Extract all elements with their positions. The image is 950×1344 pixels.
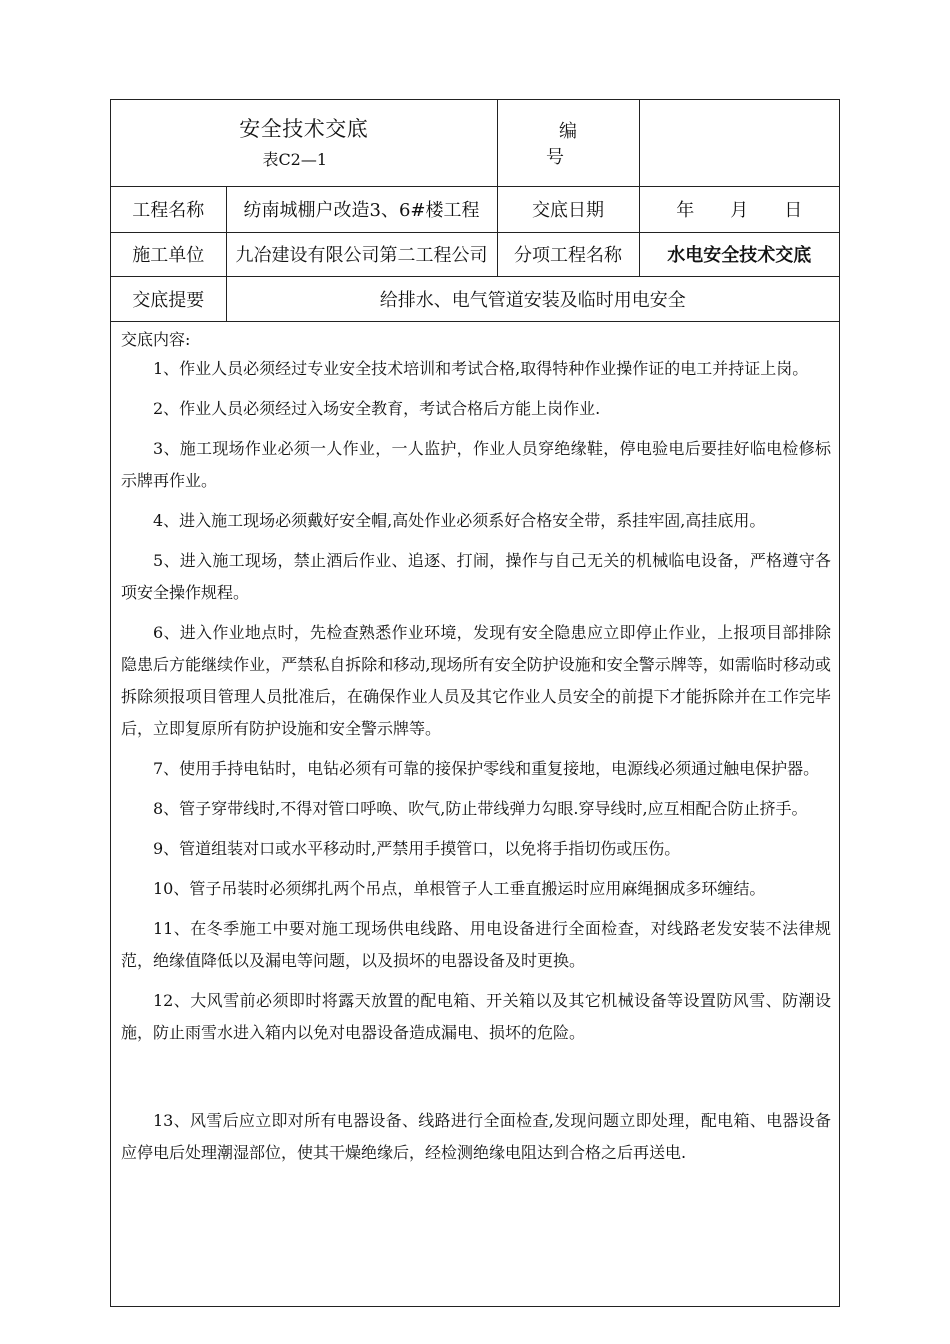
safety-disclosure-form [110, 99, 840, 1307]
content-item: 6、进入作业地点时，先检查熟悉作业环境，发现有安全隐患应立即停止作业，上报项目部排除隐患后方能继续作业，严禁私自拆除和移动,现场所有安全防护设施和安全警示牌等，如需临时移动或拆除须报项目管理人员批准后，在确保作业人员及其它作业人员安全的前提下才能拆除并在工作完毕后，立即复原所有防护设施和安全警示牌等。 [121, 622, 831, 738]
content-item: 10、管子吊装时必须绑扎两个吊点，单根管子人工垂直搬运时应用麻绳捆成多环缠结。 [153, 878, 766, 898]
content-item: 9、管道组装对口或水平移动时,严禁用手摸管口，以免将手指切伤或压伤。 [153, 838, 681, 858]
disclosure-content [111, 322, 839, 1169]
form-code: 表C2—1 [262, 150, 328, 170]
content-item: 7、使用手持电钻时，电钻必须有可靠的接保护零线和重复接地，电源线必须通过触电保护器。 [153, 758, 820, 778]
project-name-label: 工程名称 [111, 186, 226, 232]
number-value-cell [639, 100, 839, 186]
content-item: 12、大风雪前必须即时将露天放置的配电箱、开关箱以及其它机械设备等设置防风雪、防潮设施，防止雨雪水进入箱内以免对电器设备造成漏电、损坏的危险。 [121, 990, 831, 1042]
sub-project-label: 分项工程名称 [497, 232, 639, 276]
summary-label: 交底提要 [111, 276, 226, 321]
content-item: 5、进入施工现场，禁止酒后作业、追逐、打闹，操作与自己无关的机械临电设备，严格遵守各项安全操作规程。 [121, 550, 831, 602]
date-day: 日 [784, 200, 803, 221]
content-item: 1、作业人员必须经过专业安全技术培训和考试合格,取得特种作业操作证的电工并持证上岗。 [153, 358, 809, 378]
content-label: 交底内容: [121, 329, 191, 349]
form-header-table [111, 100, 839, 322]
content-item: 8、管子穿带线时,不得对管口呼唤、吹气,防止带线弹力勾眼.穿导线时,应互相配合防止挤手。 [153, 798, 808, 818]
content-item: 13、风雪后应立即对所有电器设备、线路进行全面检查,发现问题立即处理，配电箱、电器设备应停电后处理潮湿部位，使其干燥绝缘后，经检测绝缘电阻达到合格之后再送电. [121, 1110, 831, 1162]
project-name-value: 纺南城棚户改造3、6#楼工程 [226, 186, 497, 232]
summary-value: 给排水、电气管道安装及临时用电安全 [226, 276, 839, 321]
date-month: 月 [730, 200, 749, 221]
date-label: 交底日期 [497, 186, 639, 232]
content-item: 3、施工现场作业必须一人作业，一人监护，作业人员穿绝缘鞋，停电验电后要挂好临电检修标示牌再作业。 [121, 438, 831, 490]
sub-project-value: 水电安全技术交底 [639, 232, 839, 276]
number-label-cell [497, 100, 639, 186]
unit-value: 九冶建设有限公司第二工程公司 [226, 232, 497, 276]
content-item: 11、在冬季施工中要对施工现场供电线路、用电设备进行全面检查，对线路老发安装不法律规范，绝缘值降低以及漏电等问题，以及损坏的电器设备及时更换。 [121, 918, 831, 970]
form-title-cell [111, 100, 497, 186]
date-value-cell [639, 186, 839, 232]
unit-label: 施工单位 [111, 232, 226, 276]
content-item: 2、作业人员必须经过入场安全教育，考试合格后方能上岗作业. [153, 398, 601, 418]
number-label: 编 号 [546, 120, 603, 168]
form-title: 安全技术交底 [239, 117, 369, 142]
date-year: 年 [676, 200, 695, 221]
content-item: 4、进入施工现场必须戴好安全帽,高处作业必须系好合格安全带，系挂牢固,高挂底用。 [153, 510, 766, 530]
